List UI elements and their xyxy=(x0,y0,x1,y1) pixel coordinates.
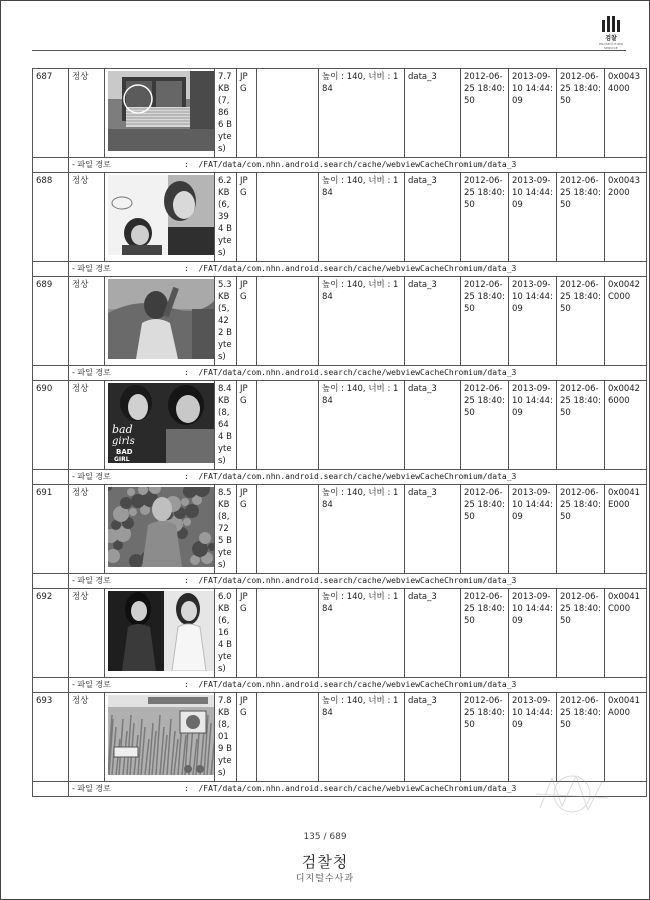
file-path-label: - 파일 경로 xyxy=(72,472,111,481)
record-modified-time: 2012-06-25 18:40:50 xyxy=(557,173,605,262)
record-status: 정상 xyxy=(69,485,105,574)
record-path-row xyxy=(33,366,647,381)
artifact-table xyxy=(32,68,647,797)
record-filename: data_3 xyxy=(405,277,461,366)
record-offset: 0x0041A000 xyxy=(605,693,647,782)
file-path-cell xyxy=(69,366,647,381)
record-extension: JPG xyxy=(237,485,257,574)
header-divider xyxy=(32,50,626,51)
record-filename: data_3 xyxy=(405,69,461,158)
file-path-cell xyxy=(69,574,647,589)
record-offset: 0x00426000 xyxy=(605,381,647,470)
record-description: 높이 : 140, 너비 : 184 xyxy=(319,173,405,262)
record-path-row xyxy=(33,262,647,277)
record-id: 689 xyxy=(33,277,69,366)
path-row-spacer xyxy=(33,574,69,589)
record-created-time: 2012-06-25 18:40:50 xyxy=(461,485,509,574)
record-offset: 0x00432000 xyxy=(605,173,647,262)
record-filename: data_3 xyxy=(405,173,461,262)
record-created-time: 2012-06-25 18:40:50 xyxy=(461,69,509,158)
record-description: 높이 : 140, 너비 : 184 xyxy=(319,589,405,678)
thumbnail-image xyxy=(108,695,214,775)
record-modified-time: 2012-06-25 18:40:50 xyxy=(557,69,605,158)
record-path-row xyxy=(33,574,647,589)
record-created-time: 2012-06-25 18:40:50 xyxy=(461,381,509,470)
file-path-value: : /FAT/data/com.nhn.android.search/cache/webviewCacheChromium/data_3 xyxy=(184,576,517,585)
path-row-spacer xyxy=(33,470,69,485)
file-path-label: - 파일 경로 xyxy=(72,576,111,585)
file-path-value: : /FAT/data/com.nhn.android.search/cache/webviewCacheChromium/data_3 xyxy=(184,784,517,793)
svg-text:bad: bad xyxy=(112,423,133,436)
path-row-spacer xyxy=(33,366,69,381)
record-blank xyxy=(257,693,319,782)
record-description: 높이 : 140, 너비 : 184 xyxy=(319,485,405,574)
path-row-spacer xyxy=(33,678,69,693)
file-path-label: - 파일 경로 xyxy=(72,784,111,793)
thumbnail-image xyxy=(108,279,214,359)
record-status: 정상 xyxy=(69,693,105,782)
record-id: 691 xyxy=(33,485,69,574)
file-path-value: : /FAT/data/com.nhn.android.search/cache/webviewCacheChromium/data_3 xyxy=(184,472,517,481)
record-accessed-time: 2013-09-10 14:44:09 xyxy=(509,589,557,678)
record-size: 7.7 KB (7,866 Bytes) xyxy=(215,69,237,158)
file-path-value: : /FAT/data/com.nhn.android.search/cache/webviewCacheChromium/data_3 xyxy=(184,368,517,377)
record-size: 6.0 KB (6,164 Bytes) xyxy=(215,589,237,678)
path-row-spacer xyxy=(33,262,69,277)
record-created-time: 2012-06-25 18:40:50 xyxy=(461,277,509,366)
record-status: 정상 xyxy=(69,589,105,678)
record-offset: 0x0041C000 xyxy=(605,589,647,678)
file-path-cell xyxy=(69,158,647,173)
record-id: 690 xyxy=(33,381,69,470)
record-blank xyxy=(257,485,319,574)
record-blank xyxy=(257,277,319,366)
faint-stamp-mark xyxy=(532,768,612,822)
file-path-label: - 파일 경로 xyxy=(72,264,111,273)
record-size: 8.5 KB (8,725 Bytes) xyxy=(215,485,237,574)
record-status: 정상 xyxy=(69,173,105,262)
record-extension: JPG xyxy=(237,173,257,262)
svg-text:BAD: BAD xyxy=(116,448,133,456)
record-size: 7.8 KB (8,019 Bytes) xyxy=(215,693,237,782)
record-accessed-time: 2013-09-10 14:44:09 xyxy=(509,693,557,782)
thumbnail-image xyxy=(108,175,214,255)
page-number: 135 / 689 xyxy=(303,832,347,842)
prosecution-logo xyxy=(596,16,626,48)
file-path-label: - 파일 경로 xyxy=(72,680,111,689)
record-accessed-time: 2013-09-10 14:44:09 xyxy=(509,173,557,262)
record-description: 높이 : 140, 너비 : 184 xyxy=(319,69,405,158)
record-blank xyxy=(257,589,319,678)
logo-subtitle: PROSECUTION SERVICE xyxy=(599,42,623,50)
record-created-time: 2012-06-25 18:40:50 xyxy=(461,173,509,262)
record-created-time: 2012-06-25 18:40:50 xyxy=(461,589,509,678)
record-modified-time: 2012-06-25 18:40:50 xyxy=(557,381,605,470)
record-row xyxy=(33,485,647,574)
record-offset: 0x0041E000 xyxy=(605,485,647,574)
record-extension: JPG xyxy=(237,69,257,158)
record-thumbnail xyxy=(105,69,215,158)
file-path-label: - 파일 경로 xyxy=(72,160,111,169)
record-modified-time: 2012-06-25 18:40:50 xyxy=(557,277,605,366)
record-id: 687 xyxy=(33,69,69,158)
record-id: 693 xyxy=(33,693,69,782)
record-row xyxy=(33,381,647,470)
record-description: 높이 : 140, 너비 : 184 xyxy=(319,277,405,366)
file-path-label: - 파일 경로 xyxy=(72,368,111,377)
record-modified-time: 2012-06-25 18:40:50 xyxy=(557,693,605,782)
record-status: 정상 xyxy=(69,381,105,470)
record-blank xyxy=(257,69,319,158)
record-thumbnail xyxy=(105,589,215,678)
record-filename: data_3 xyxy=(405,381,461,470)
record-extension: JPG xyxy=(237,277,257,366)
record-filename: data_3 xyxy=(405,485,461,574)
record-thumbnail xyxy=(105,485,215,574)
record-offset: 0x0042C000 xyxy=(605,277,647,366)
path-row-spacer xyxy=(33,782,69,797)
file-path-value: : /FAT/data/com.nhn.android.search/cache/webviewCacheChromium/data_3 xyxy=(184,264,517,273)
record-id: 688 xyxy=(33,173,69,262)
record-size: 6.2 KB (6,394 Bytes) xyxy=(215,173,237,262)
record-path-row xyxy=(33,678,647,693)
record-extension: JPG xyxy=(237,589,257,678)
record-path-row xyxy=(33,470,647,485)
record-filename: data_3 xyxy=(405,589,461,678)
record-extension: JPG xyxy=(237,381,257,470)
record-status: 정상 xyxy=(69,277,105,366)
record-thumbnail xyxy=(105,277,215,366)
department-name: 디지털수사과 xyxy=(295,874,355,884)
record-accessed-time: 2013-09-10 14:44:09 xyxy=(509,485,557,574)
record-created-time: 2012-06-25 18:40:50 xyxy=(461,693,509,782)
record-blank xyxy=(257,173,319,262)
record-size: 8.4 KB (8,644 Bytes) xyxy=(215,381,237,470)
thumbnail-image xyxy=(108,383,214,463)
file-path-value: : /FAT/data/com.nhn.android.search/cache/webviewCacheChromium/data_3 xyxy=(184,680,517,689)
thumbnail-image xyxy=(108,487,214,567)
record-row xyxy=(33,277,647,366)
record-accessed-time: 2013-09-10 14:44:09 xyxy=(509,277,557,366)
file-path-cell xyxy=(69,470,647,485)
record-thumbnail xyxy=(105,381,215,470)
record-blank xyxy=(257,381,319,470)
file-path-value: : /FAT/data/com.nhn.android.search/cache/webviewCacheChromium/data_3 xyxy=(184,160,517,169)
record-row xyxy=(33,69,647,158)
file-path-cell xyxy=(69,678,647,693)
record-thumbnail xyxy=(105,693,215,782)
record-filename: data_3 xyxy=(405,693,461,782)
thumbnail-image xyxy=(108,71,214,151)
record-path-row xyxy=(33,158,647,173)
svg-text:GIRL: GIRL xyxy=(114,456,130,463)
record-id: 692 xyxy=(33,589,69,678)
record-extension: JPG xyxy=(237,693,257,782)
record-description: 높이 : 140, 너비 : 184 xyxy=(319,693,405,782)
path-row-spacer xyxy=(33,158,69,173)
record-modified-time: 2012-06-25 18:40:50 xyxy=(557,589,605,678)
record-size: 5.3 KB (5,422 Bytes) xyxy=(215,277,237,366)
organization-name: 검찰청 xyxy=(301,853,349,871)
file-path-cell xyxy=(69,262,647,277)
record-status: 정상 xyxy=(69,69,105,158)
logo-name: 검찰 xyxy=(605,35,617,42)
record-row xyxy=(33,173,647,262)
record-thumbnail xyxy=(105,173,215,262)
record-accessed-time: 2013-09-10 14:44:09 xyxy=(509,381,557,470)
svg-text:girls: girls xyxy=(112,436,135,447)
record-modified-time: 2012-06-25 18:40:50 xyxy=(557,485,605,574)
record-description: 높이 : 140, 너비 : 184 xyxy=(319,381,405,470)
record-accessed-time: 2013-09-10 14:44:09 xyxy=(509,69,557,158)
record-offset: 0x00434000 xyxy=(605,69,647,158)
logo-bars-icon xyxy=(596,16,626,32)
record-row xyxy=(33,589,647,678)
thumbnail-image xyxy=(108,591,214,671)
